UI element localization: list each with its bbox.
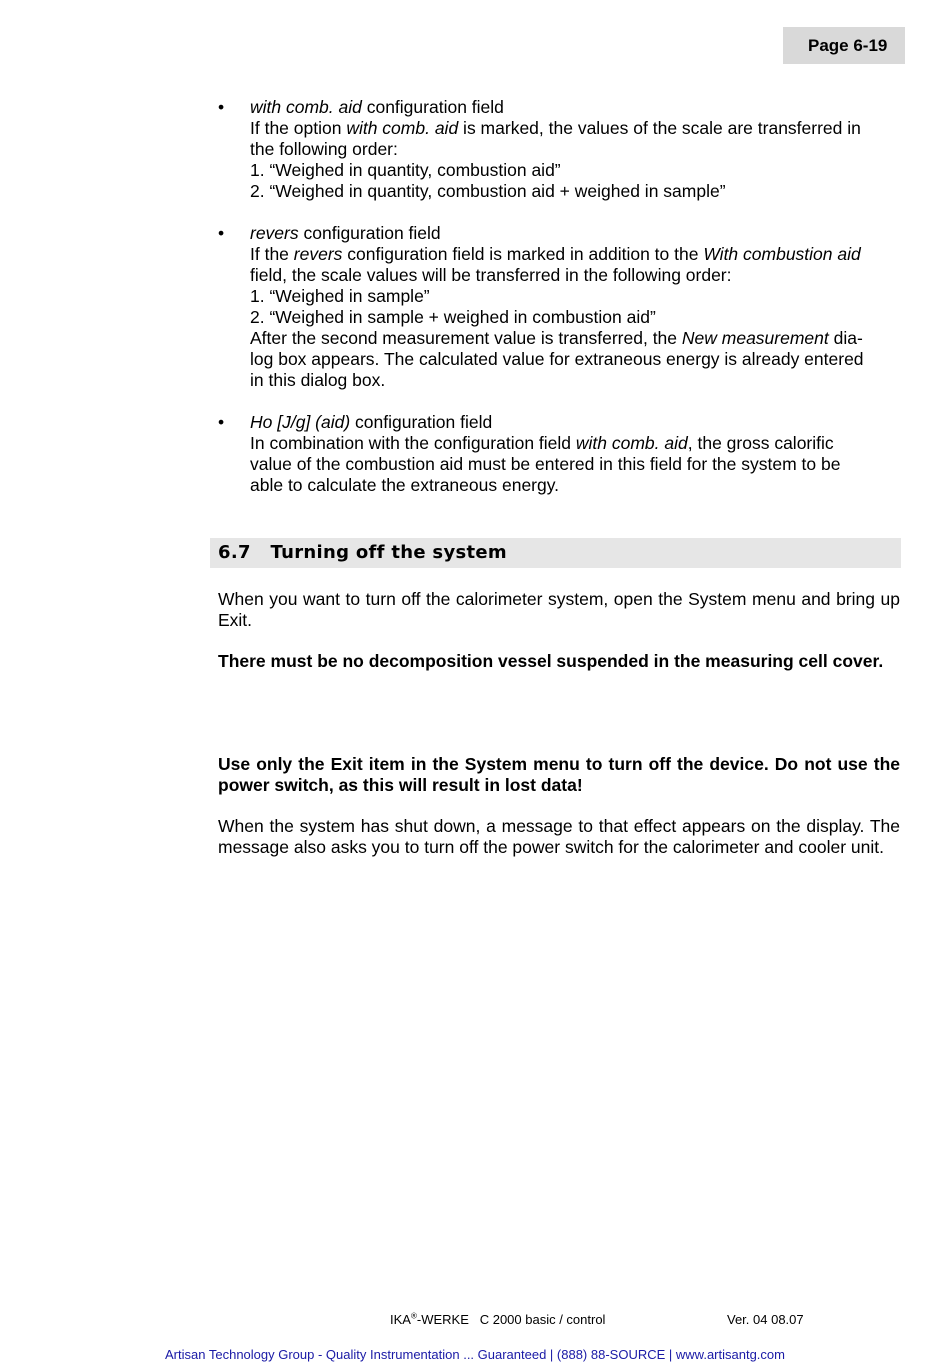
italic-term: With combustion aid — [703, 244, 861, 264]
bullet-item — [218, 223, 900, 391]
text-run: configuration field is marked in addition to the — [342, 244, 704, 264]
italic-term: with comb. aid — [250, 97, 362, 117]
italic-term: Ho [J/g] (aid) — [250, 412, 351, 432]
footer-source-line[interactable]: Artisan Technology Group - Quality Instrumentation ... Guaranteed | (888) 88-SOURCE | www.artisantg.com — [165, 1347, 785, 1362]
bullet-marker: • — [218, 412, 225, 432]
text-run: configuration field — [361, 97, 504, 117]
text-run: , the gross calorific — [687, 433, 834, 453]
bullet-line — [250, 307, 900, 328]
bullet-marker: • — [218, 97, 225, 117]
bullet-line — [250, 328, 900, 349]
bullet-line — [250, 160, 900, 181]
text-run: In combination with the configuration field — [250, 433, 576, 453]
bullet-item — [218, 412, 900, 496]
text-run: 2. “Weighed in sample + weighed in combustion aid” — [250, 307, 656, 327]
text-run: If the — [250, 244, 294, 264]
text-run: configuration field — [298, 223, 441, 243]
bullet-marker: • — [218, 223, 225, 243]
bullet-line — [250, 412, 900, 433]
text-run: 2. “Weighed in quantity, combustion aid + weighed in sample” — [250, 181, 726, 201]
bullet-line — [250, 370, 900, 391]
bullet-line — [250, 244, 900, 265]
turn-off-instructions: When you want to turn off the calorimeter system, open the System menu and bring up Exit. — [218, 589, 900, 630]
bullet-line — [250, 223, 900, 244]
text-run: the following order: — [250, 139, 398, 159]
bullet-line — [250, 286, 900, 307]
text-run: dia- — [828, 328, 863, 348]
configuration-field-list — [218, 97, 900, 496]
section-title: Turning off the system — [270, 542, 507, 563]
exit-warning: Use only the Exit item in the System menu to turn off the device. Do not use the power switch, as this will result in lost data! — [218, 754, 900, 795]
shutdown-message-paragraph: When the system has shut down, a message to that effect appears on the display. The message also asks you to turn off the power switch for the calorimeter and cooler unit. — [218, 816, 900, 857]
bullet-line — [250, 139, 900, 160]
text-run: 1. “Weighed in quantity, combustion aid” — [250, 160, 561, 180]
italic-term: revers — [250, 223, 299, 243]
text-run: After the second measurement value is transferred, the — [250, 328, 682, 348]
text-run: in this dialog box. — [250, 370, 386, 390]
bullet-line — [250, 475, 900, 496]
italic-term: New measurement — [681, 328, 829, 348]
bullet-line — [250, 433, 900, 454]
italic-term: revers — [293, 244, 343, 264]
text-run: 1. “Weighed in sample” — [250, 286, 430, 306]
bullet-line — [250, 97, 900, 118]
italic-term: with comb. aid — [575, 433, 688, 453]
vessel-warning: There must be no decomposition vessel suspended in the measuring cell cover. — [218, 651, 884, 671]
text-run: configuration field — [350, 412, 493, 432]
page-number-label: Page 6-19 — [783, 27, 905, 64]
text-run: field, the scale values will be transferred in the following order: — [250, 265, 732, 285]
text-run: log box appears. The calculated value for extraneous energy is already entered — [250, 349, 864, 369]
italic-term: with comb. aid — [346, 118, 459, 138]
section-number: 6.7 — [218, 542, 251, 563]
bullet-line — [250, 349, 900, 370]
footer-brand: IKA — [390, 1312, 411, 1327]
footer-version: Ver. 04 08.07 — [727, 1312, 804, 1327]
registered-mark: ® — [410, 1311, 417, 1321]
text-run: able to calculate the extraneous energy. — [250, 475, 560, 495]
bullet-line — [250, 181, 900, 202]
text-run: is marked, the values of the scale are transferred in — [458, 118, 861, 138]
bullet-line — [250, 265, 900, 286]
bullet-item — [218, 97, 900, 202]
footer-manufacturer — [390, 1312, 605, 1328]
section-heading — [210, 538, 901, 568]
text-run: If the option — [250, 118, 347, 138]
bullet-line — [250, 118, 900, 139]
footer-product: -WERKE C 2000 basic / control — [416, 1312, 606, 1327]
bullet-line — [250, 454, 900, 475]
text-run: value of the combustion aid must be entered in this field for the system to be — [250, 454, 841, 474]
